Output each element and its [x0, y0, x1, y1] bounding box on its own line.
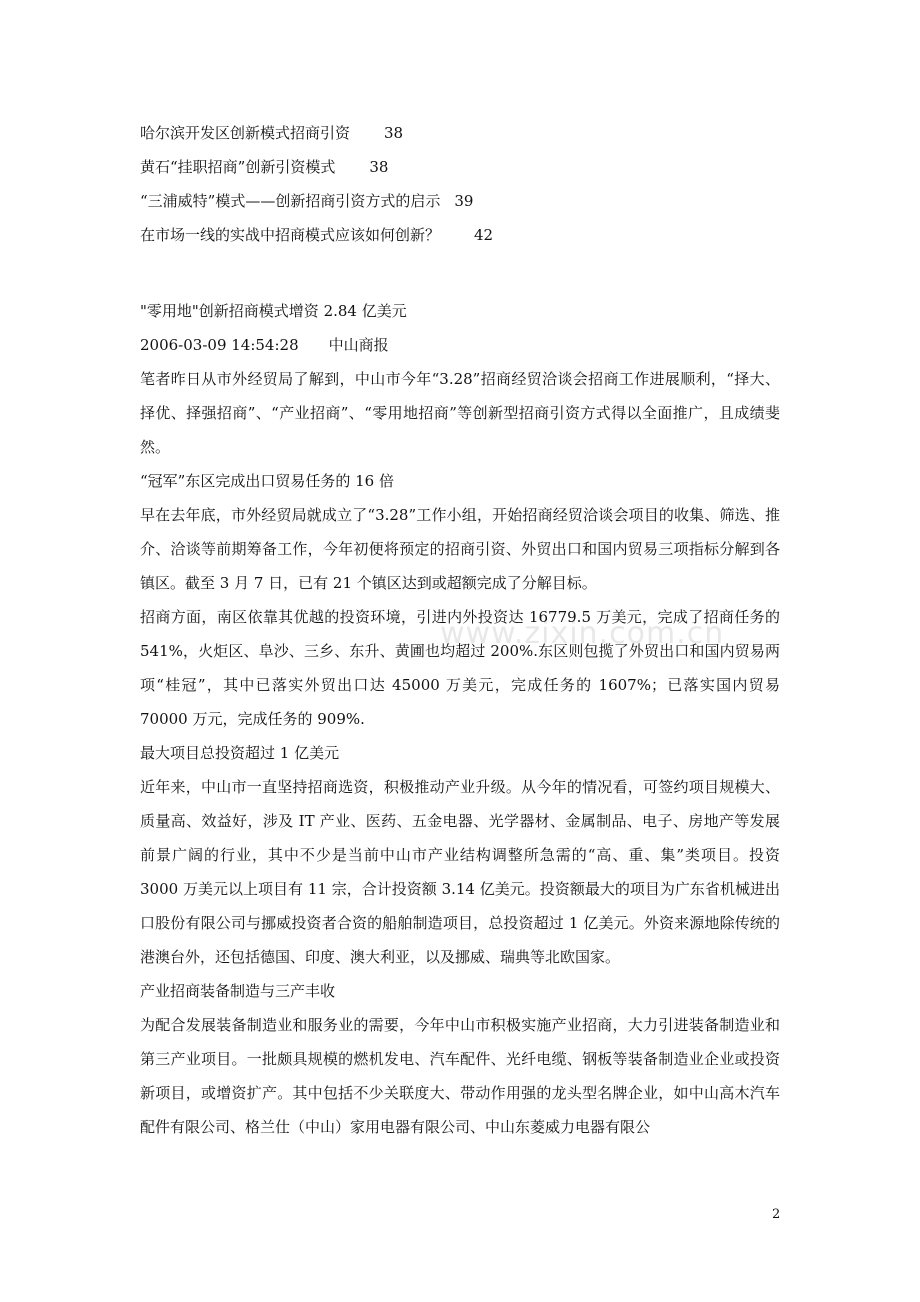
toc-entry-page: 42 [474, 226, 494, 244]
page-number: 2 [772, 1207, 781, 1222]
watermark: www.zixin.com.cn [440, 616, 725, 651]
article-paragraph: 为配合发展装备制造业和服务业的需要，今年中山市积极实施产业招商，大力引进装备制造业和第三产业项目。一批颇具规模的燃机发电、汽车配件、光纤电缆、钢板等装备制造业企业或投资新项目，或增资扩产。其中包括不少关联度大、带动作用强的龙头型名牌企业，如中山高木汽车配件有限公司、格兰仕（中山）家用电器有限公司、中山东菱威力电器有限公 [140, 1016, 780, 1136]
article-paragraph: 笔者昨日从市外经贸局了解到，中山市今年“3.28”招商经贸洽谈会招商工作进展顺利，“择大、择优、择强招商”、“产业招商”、“零用地招商”等创新型招商引资方式得以全面推广，且成绩斐然。 [140, 370, 780, 456]
toc-entry[interactable] [140, 150, 800, 184]
toc-entry-title: “三浦威特”模式——创新招商引资方式的启示 [140, 192, 441, 210]
section-heading: 最大项目总投资超过 1 亿美元 [140, 744, 340, 762]
section-heading: 产业招商装备制造与三产丰收 [140, 982, 336, 1000]
table-of-contents [140, 116, 800, 252]
toc-entry-page: 38 [369, 158, 389, 176]
toc-entry-title: 黄石“挂职招商”创新引资模式 [140, 158, 336, 176]
article [140, 294, 780, 1144]
toc-entry-page: 39 [454, 192, 474, 210]
toc-entry-page: 38 [384, 124, 404, 142]
article-paragraph: 早在去年底，市外经贸局就成立了“3.28”工作小组，开始招商经贸洽谈会项目的收集、筛选、推介、洽谈等前期筹备工作，今年初便将预定的招商引资、外贸出口和国内贸易三项指标分解到各镇区。截至 3 月 7 日，已有 21 个镇区达到或超额完成了分解目标。 [140, 506, 780, 592]
section-heading: “冠军”东区完成出口贸易任务的 16 倍 [140, 472, 394, 490]
toc-entry-title: 哈尔滨开发区创新模式招商引资 [140, 124, 351, 142]
article-source: 中山商报 [328, 336, 389, 354]
toc-entry-title: 在市场一线的实战中招商模式应该如何创新？ [140, 226, 441, 244]
toc-entry[interactable] [140, 184, 800, 218]
article-paragraph: 招商方面，南区依靠其优越的投资环境，引进内外投资达 16779.5 万美元，完成了招商任务的 541%，火炬区、阜沙、三乡、东升、黄圃也均超过 200%.东区则包揽了外贸出口和国内贸易两项“桂冠”，其中已落实外贸出口达 45000 万美元，完成任务的 1607%；已落实国内贸易 70000 万元，完成任务的 909%. [140, 608, 780, 728]
toc-entry[interactable] [140, 116, 800, 150]
article-meta [140, 328, 780, 362]
article-title: "零用地"创新招商模式增资 2.84 亿美元 [140, 302, 407, 320]
article-paragraph: 近年来，中山市一直坚持招商选资，积极推动产业升级。从今年的情况看，可签约项目规模大、质量高、效益好，涉及 IT 产业、医药、五金电器、光学器材、金属制品、电子、房地产等发展前景广阔的行业，其中不少是当前中山市产业结构调整所急需的“高、重、集”类项目。投资 3000 万美元以上项目有 11 宗，合计投资额 3.14 亿美元。投资额最大的项目为广东省机械进出口股份有限公司与挪威投资者合资的船舶制造项目，总投资超过 1 亿美元。外资来源地除传统的港澳台外，还包括德国、印度、澳大利亚，以及挪威、瑞典等北欧国家。 [140, 778, 780, 966]
article-datetime: 2006-03-09 14:54:28 [140, 336, 299, 354]
toc-entry[interactable] [140, 218, 800, 252]
